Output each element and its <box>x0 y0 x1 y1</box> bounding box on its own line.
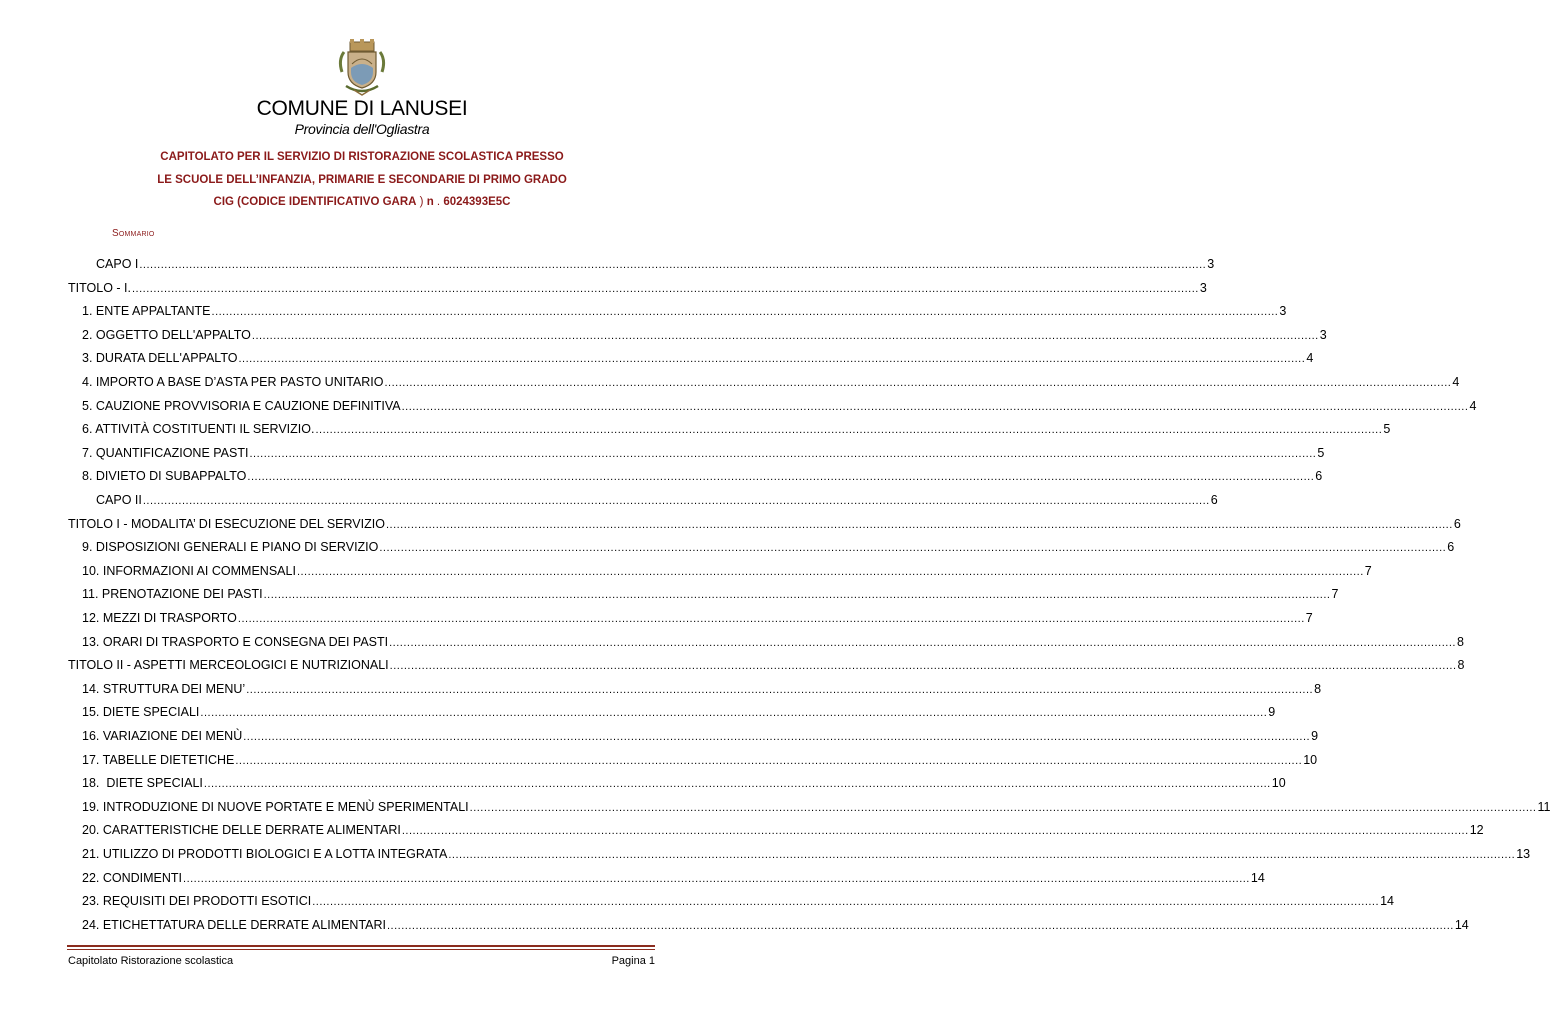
toc-entry[interactable] <box>96 256 1215 272</box>
toc-leader-dots: ............................................................................................................................................................................................................................................................................................................ <box>211 306 1279 319</box>
toc-entry-title: 13. ORARI DI TRASPORTO E CONSEGNA DEI PASTI <box>82 634 389 649</box>
toc-leader-dots: ............................................................................................................................................................................................................................................................................................................ <box>200 707 1268 720</box>
toc-leader-dots: ............................................................................................................................................................................................................................................................................................................ <box>389 636 1456 649</box>
toc-entry-page: 3 <box>1279 304 1287 319</box>
toc-leader-dots: ............................................................................................................................................................................................................................................................................................................ <box>183 872 1250 885</box>
toc-entry-page: 5 <box>1317 445 1325 460</box>
toc-entry[interactable] <box>82 728 1319 744</box>
toc-entry-page: 9 <box>1311 729 1319 743</box>
toc-entry-page: 14 <box>1250 870 1265 885</box>
toc-entry[interactable] <box>68 516 1461 532</box>
toc-entry-title: 5. CAUZIONE PROVVISORIA E CAUZIONE DEFINITIVA <box>82 398 401 413</box>
toc-entry[interactable] <box>82 799 1550 815</box>
toc-entry-title: TITOLO - I. <box>68 280 131 295</box>
toc-leader-dots: ............................................................................................................................................................................................................................................................................................................ <box>296 565 1364 578</box>
footer-rule-thin <box>67 949 655 950</box>
toc-leader-dots: ............................................................................................................................................................................................................................................................................................................ <box>247 471 1315 484</box>
cig-code: 6024393E5C <box>443 196 511 208</box>
toc-entry-page: 3 <box>1207 257 1215 271</box>
toc-entry[interactable] <box>68 280 1207 296</box>
toc-entry-page: 4 <box>1469 398 1477 413</box>
toc-entry[interactable] <box>82 775 1286 791</box>
toc-entry[interactable] <box>82 563 1372 579</box>
toc-entry[interactable] <box>82 704 1276 720</box>
document-heading-line1: CAPITOLATO PER IL SERVIZIO DI RISTORAZIONE SCOLASTICA PRESSO <box>160 151 564 163</box>
toc-entry-title: CAPO I <box>96 257 139 271</box>
province-subtitle: Provincia dell'Ogliastra <box>294 121 430 137</box>
toc-entry-page: 6 <box>1453 516 1461 531</box>
toc-entry-title: 14. STRUTTURA DEI MENU’ <box>82 681 246 696</box>
toc-leader-dots: ............................................................................................................................................................................................................................................................................................................ <box>251 329 1319 342</box>
document-heading-cig <box>0 196 724 208</box>
toc-entry[interactable] <box>96 492 1218 508</box>
toc-leader-dots: ............................................................................................................................................................................................................................................................................................................ <box>315 424 1383 437</box>
cig-paren: ) <box>416 196 427 208</box>
toc-entry-page: 6 <box>1210 493 1218 507</box>
toc-leader-dots: ............................................................................................................................................................................................................................................................................................................ <box>379 542 1447 555</box>
toc-entry-title: 19. INTRODUZIONE DI NUOVE PORTATE E MENÙ SPERIMENTALI <box>82 799 469 814</box>
toc-entry-page: 9 <box>1268 705 1276 720</box>
toc-leader-dots: ............................................................................................................................................................................................................................................................................................................ <box>238 353 1306 366</box>
toc-entry-title: TITOLO II - ASPETTI MERCEOLOGICI E NUTRIZIONALI <box>68 658 389 673</box>
toc-leader-dots: ............................................................................................................................................................................................................................................................................................................ <box>312 896 1380 909</box>
toc-entry-page: 14 <box>1454 917 1469 932</box>
toc-leader-dots: ............................................................................................................................................................................................................................................................................................................ <box>131 282 1199 295</box>
toc-entry[interactable] <box>82 610 1313 626</box>
toc-entry-title: 8. DIVIETO DI SUBAPPALTO <box>82 469 247 484</box>
toc-entry-page: 3 <box>1319 327 1327 342</box>
toc-entry-title: 1. ENTE APPALTANTE <box>82 304 211 319</box>
toc-entry-page: 3 <box>1199 280 1207 295</box>
toc-entry[interactable] <box>82 634 1464 650</box>
toc-entry[interactable] <box>82 752 1318 768</box>
toc-entry-page: 10 <box>1271 776 1286 791</box>
toc-entry[interactable] <box>82 539 1455 555</box>
toc-leader-dots: ............................................................................................................................................................................................................................................................................................................ <box>142 495 1210 507</box>
toc-entry[interactable] <box>82 822 1484 838</box>
toc-leader-dots: ............................................................................................................................................................................................................................................................................................................ <box>384 377 1452 389</box>
toc-leader-dots: ............................................................................................................................................................................................................................................................................................................ <box>246 683 1314 696</box>
toc-entry-title: 12. MEZZI DI TRASPORTO <box>82 611 237 625</box>
toc-entry-page: 7 <box>1305 611 1313 625</box>
toc-entry-page: 5 <box>1383 422 1391 437</box>
toc-entry[interactable] <box>82 870 1265 886</box>
toc-entry[interactable] <box>82 586 1339 602</box>
footer-page-number: Pagina 1 <box>611 955 655 967</box>
toc-entry[interactable] <box>82 303 1287 319</box>
toc-entry-title: TITOLO I - MODALITA’ DI ESECUZIONE DEL SERVIZIO <box>68 516 385 531</box>
toc-leader-dots: ............................................................................................................................................................................................................................................................................................................ <box>469 801 1537 814</box>
toc-entry-title: CAPO II <box>96 493 142 507</box>
footer-rule <box>67 945 655 947</box>
toc-leader-dots: ............................................................................................................................................................................................................................................................................................................ <box>249 447 1317 460</box>
toc-title: Sommario <box>112 228 155 239</box>
toc-leader-dots: ............................................................................................................................................................................................................................................................................................................ <box>243 731 1311 743</box>
toc-entry-title: 10. INFORMAZIONI AI COMMENSALI <box>82 563 296 578</box>
toc-entry-page: 8 <box>1457 658 1465 673</box>
toc-entry[interactable] <box>82 681 1322 697</box>
toc-entry-page: 10 <box>1303 752 1318 767</box>
toc-entry[interactable] <box>82 917 1469 933</box>
toc-entry-page: 6 <box>1447 540 1455 555</box>
toc-entry-page: 6 <box>1315 469 1323 484</box>
toc-entry[interactable] <box>82 445 1325 461</box>
toc-entry-title: 15. DIETE SPECIALI <box>82 705 200 720</box>
toc-entry[interactable] <box>82 327 1327 343</box>
toc-entry-title: 3. DURATA DELL'APPALTO <box>82 351 238 366</box>
cig-n: n <box>426 196 434 208</box>
cig-label: CIG (CODICE IDENTIFICATIVO GARA <box>213 196 417 208</box>
toc-entry[interactable] <box>82 398 1477 414</box>
toc-entry-title: 22. CONDIMENTI <box>82 870 183 885</box>
document-heading-line2: LE SCUOLE DELL’INFANZIA, PRIMARIE E SECONDARIE DI PRIMO GRADO <box>157 174 567 186</box>
toc-entry[interactable] <box>68 657 1465 673</box>
toc-entry-title: 21. UTILIZZO DI PRODOTTI BIOLOGICI E A LOTTA INTEGRATA <box>82 847 448 861</box>
toc-entry-page: 7 <box>1364 563 1372 578</box>
toc-entry-page: 4 <box>1452 375 1460 389</box>
toc-entry-page: 12 <box>1469 823 1484 838</box>
toc-leader-dots: ............................................................................................................................................................................................................................................................................................................ <box>401 825 1469 838</box>
toc-entry-page: 4 <box>1306 351 1314 366</box>
toc-entry-title: 20. CARATTERISTICHE DELLE DERRATE ALIMENTARI <box>82 823 401 838</box>
toc-entry-page: 14 <box>1380 894 1394 909</box>
toc-entry[interactable] <box>82 421 1391 437</box>
toc-entry-title: 11. PRENOTAZIONE DEI PASTI <box>82 587 263 602</box>
toc-entry-title: 16. VARIAZIONE DEI MENÙ <box>82 729 243 743</box>
municipal-crest-icon <box>336 38 388 98</box>
toc-entry-title: 6. ATTIVITÀ COSTITUENTI IL SERVIZIO. <box>82 422 315 437</box>
toc-leader-dots: ............................................................................................................................................................................................................................................................................................................ <box>235 754 1303 767</box>
toc-leader-dots: ............................................................................................................................................................................................................................................................................................................ <box>203 778 1271 791</box>
toc-leader-dots: ............................................................................................................................................................................................................................................................................................................ <box>387 919 1454 932</box>
toc-entry-title: 24. ETICHETTATURA DELLE DERRATE ALIMENTARI <box>82 917 386 932</box>
toc-entry-title: 7. QUANTIFICAZIONE PASTI <box>82 445 249 460</box>
toc-entry[interactable] <box>82 893 1394 909</box>
toc-entry[interactable] <box>82 350 1314 366</box>
toc-leader-dots: ............................................................................................................................................................................................................................................................................................................ <box>401 400 1469 413</box>
toc-entry-title: 9. DISPOSIZIONI GENERALI E PIANO DI SERVIZIO <box>82 540 379 555</box>
toc-entry-page: 8 <box>1456 634 1464 649</box>
toc-entry-page: 8 <box>1314 681 1322 696</box>
toc-leader-dots: ............................................................................................................................................................................................................................................................................................................ <box>448 849 1516 861</box>
toc-entry-title: 17. TABELLE DIETETICHE <box>82 752 235 767</box>
toc-entry-page: 13 <box>1516 847 1531 861</box>
toc-leader-dots: ............................................................................................................................................................................................................................................................................................................ <box>139 259 1207 271</box>
toc-entry[interactable] <box>82 468 1323 484</box>
toc-entry-title: 18. DIETE SPECIALI <box>82 776 203 791</box>
toc-entry-title: 23. REQUISITI DEI PRODOTTI ESOTICI <box>82 894 312 909</box>
toc-leader-dots: ............................................................................................................................................................................................................................................................................................................ <box>389 660 1457 673</box>
toc-leader-dots: ............................................................................................................................................................................................................................................................................................................ <box>385 518 1453 531</box>
toc-entry[interactable] <box>82 846 1531 862</box>
toc-entry-title: 2. OGGETTO DELL'APPALTO <box>82 327 251 342</box>
toc-entry[interactable] <box>82 374 1460 390</box>
toc-entry-page: 11 <box>1537 799 1550 814</box>
toc-entry-title: 4. IMPORTO A BASE D’ASTA PER PASTO UNITARIO <box>82 375 384 389</box>
town-title: COMUNE DI LANUSEI <box>256 97 468 120</box>
cig-dot: . <box>433 196 444 208</box>
footer-document-name: Capitolato Ristorazione scolastica <box>68 955 234 967</box>
toc-entry-page: 7 <box>1331 587 1339 602</box>
toc-leader-dots: ............................................................................................................................................................................................................................................................................................................ <box>237 613 1305 625</box>
toc-leader-dots: ............................................................................................................................................................................................................................................................................................................ <box>263 589 1331 602</box>
